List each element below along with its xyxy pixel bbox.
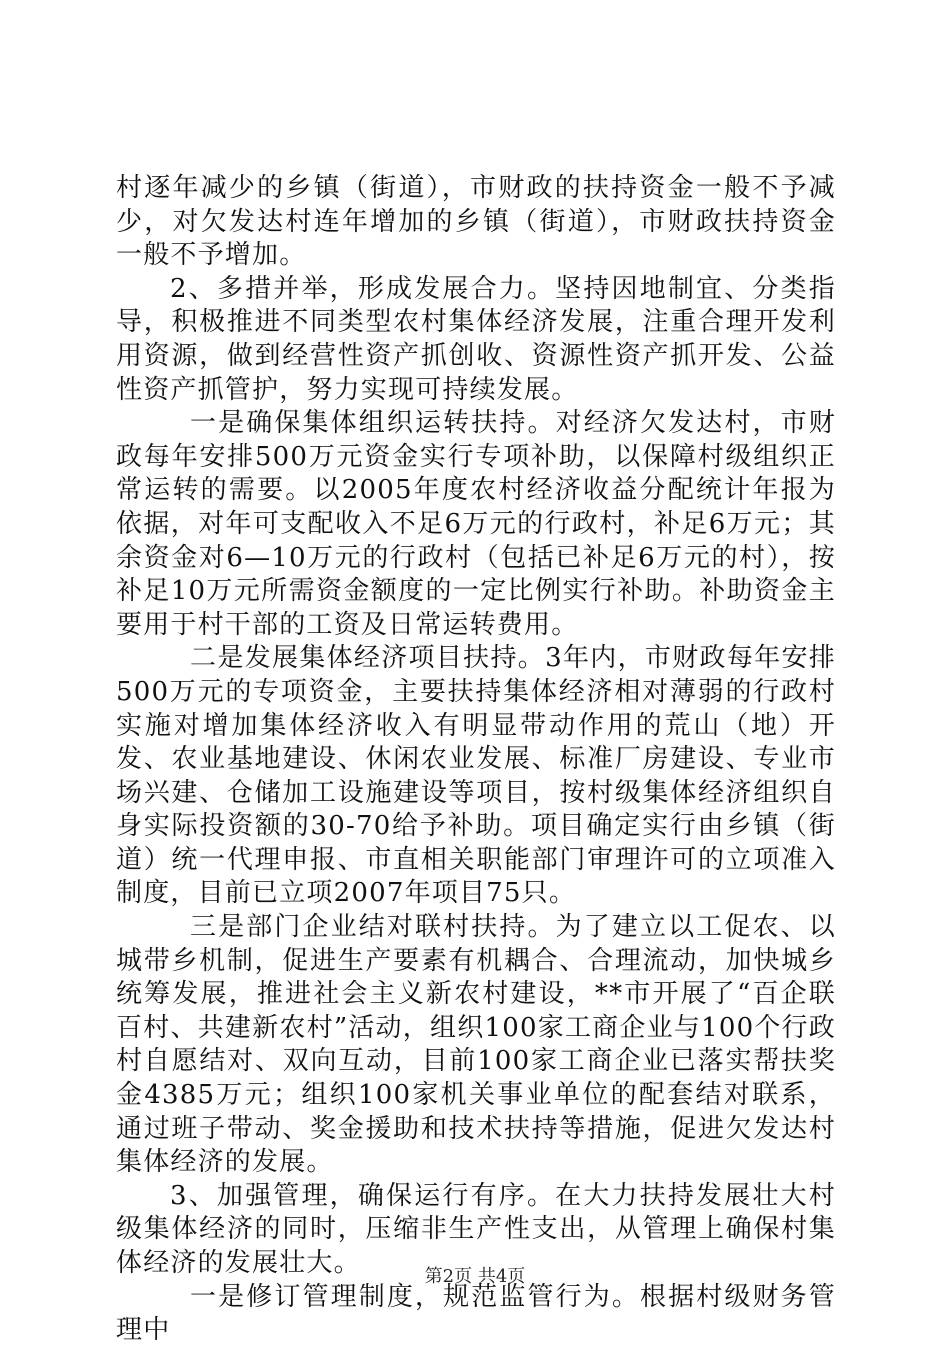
paragraph-section-2: 2、多措并举，形成发展合力。坚持因地制宜、分类指导，积极推进不同类型农村集体经济发展，注重合理开发利用资源，做到经营性资产抓创收、资源性资产抓开发、公益性资产抓管护，努力实现可持续发展。 [116, 273, 836, 405]
page-footer: 第2页 共4页 [424, 1266, 526, 1287]
paragraph-item-1: 一是确保集体组织运转扶持。对经济欠发达村，市财政每年安排500万元资金实行专项补助，以保障村级组织正常运转的需要。以2005年度农村经济收益分配统计年报为依据，对年可支配收入不足6万元的行政村，补足6万元；其余资金对6—10万元的行政村（包括已补足6万元的村），按补足10万元所需资金额度的一定比例实行补助。补助资金主要用于村干部的工资及日常运转费用。 [116, 408, 836, 640]
paragraph-item-2: 二是发展集体经济项目扶持。3年内，市财政每年安排500万元的专项资金，主要扶持集体经济相对薄弱的行政村实施对增加集体经济收入有明显带动作用的荒山（地）开发、农业基地建设、休闲农业发展、标准厂房建设、专业市场兴建、仓储加工设施建设等项目，按村级集体经济组织自身实际投资额的30-70给予补助。项目确定实行由乡镇（街道）统一代理申报、市直相关职能部门审理许可的立项准入制度，目前已立项2007年项目75只。 [116, 643, 836, 909]
paragraph-item-3: 三是部门企业结对联村扶持。为了建立以工促农、以城带乡机制，促进生产要素有机耦合、合理流动，加快城乡统筹发展，推进社会主义新农村建设，**市开展了“百企联百村、共建新农村”活动，组织100家工商企业与100个行政村自愿结对、双向互动，目前100家工商企业已落实帮扶奖金4385万元；组织100家机关事业单位的配套结对联系，通过班子带动、奖金援助和技术扶持等措施，促进欠发达村集体经济的发展。 [116, 912, 836, 1178]
paragraph-item-4: 一是修订管理制度，规范监管行为。根据村级财务管理中 [116, 1281, 836, 1346]
document-body [116, 172, 836, 1348]
paragraph-section-3: 3、加强管理，确保运行有序。在大力扶持发展壮大村级集体经济的同时，压缩非生产性支出，从管理上确保村集体经济的发展壮大。 [116, 1180, 836, 1278]
paragraph-continuation: 村逐年减少的乡镇（街道），市财政的扶持资金一般不予减少，对欠发达村连年增加的乡镇（街道），市财政扶持资金一般不予增加。 [116, 173, 836, 271]
